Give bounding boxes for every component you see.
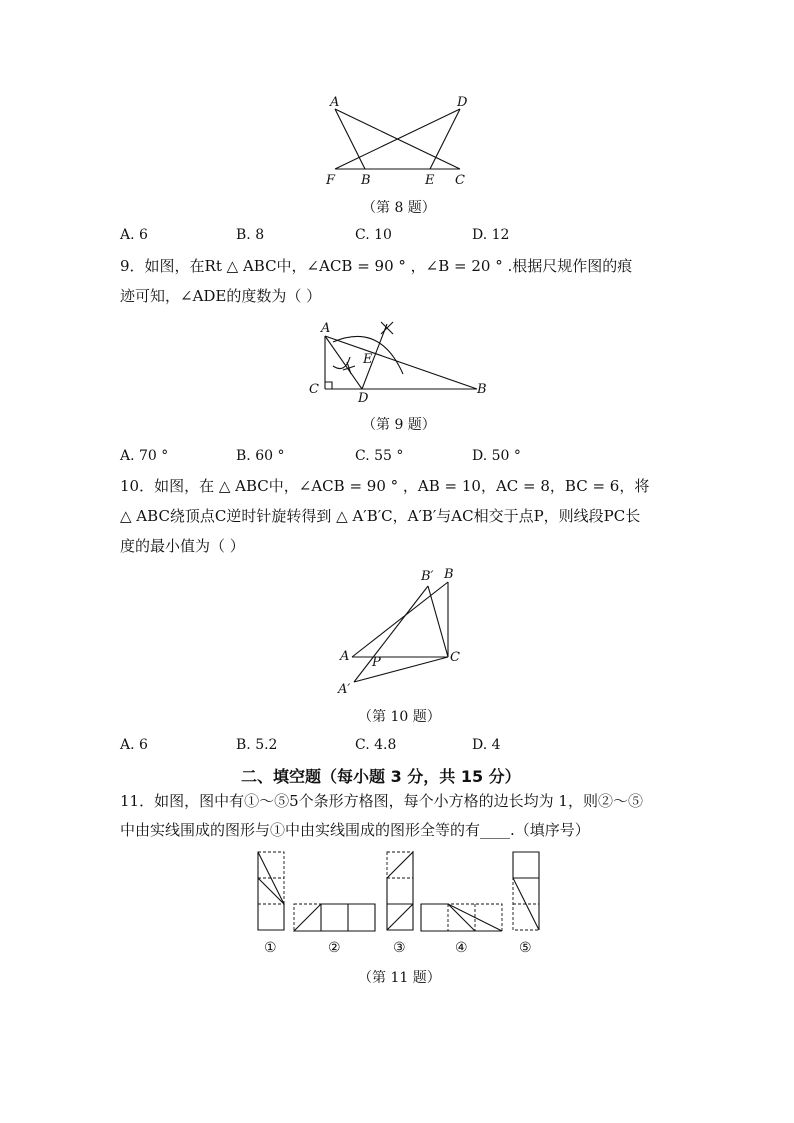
q11-mark-2: ② — [328, 940, 341, 956]
q10-segment-AprimeBprime — [354, 586, 428, 682]
q8-label-E: E — [425, 173, 435, 188]
q10-segment-AprimeC — [354, 657, 448, 682]
q10-figure — [330, 562, 470, 702]
q10-stem-line1: 10．如图，在 △ ABC中，∠ACB = 90 ° ，AB = 10，AC = 8，BC = 6，将 — [120, 477, 650, 495]
q8-option-c: C. 10 — [355, 227, 392, 243]
q9-option-b: B. 60 ° — [236, 448, 285, 464]
q10-option-b: B. 5.2 — [236, 737, 278, 753]
q11-caption: （第 11 题） — [358, 970, 441, 986]
q9-segment-AD — [325, 336, 362, 389]
q9-figure — [305, 312, 495, 404]
section-2-heading: 二、填空题（每小题 3 分，共 15 分） — [241, 767, 521, 786]
q11-grid-4 — [421, 904, 502, 931]
q9-right-angle-mark — [325, 382, 332, 389]
q11-mark-1: ① — [264, 940, 277, 956]
q9-label-D: D — [358, 391, 369, 404]
q10-segment-BprimeC — [428, 586, 448, 657]
q8-label-F: F — [326, 173, 336, 188]
q11-grid-2 — [294, 904, 375, 931]
q10-label-B: B — [444, 567, 454, 582]
q11-mark-5: ⑤ — [519, 940, 532, 956]
q11-grid-1 — [258, 852, 284, 930]
q9-option-c: C. 55 ° — [355, 448, 404, 464]
q9-arc-cross-top — [381, 322, 393, 334]
q10-caption: （第 10 题） — [358, 709, 441, 725]
q9-label-C: C — [309, 382, 319, 397]
q8-option-b: B. 8 — [236, 227, 265, 243]
q9-label-B: B — [477, 382, 487, 397]
q9-label-A: A — [321, 321, 331, 336]
q11-mark-4: ④ — [455, 940, 468, 956]
q10-label-P: P — [372, 655, 381, 670]
q10-option-d: D. 4 — [472, 737, 501, 753]
q10-label-Bprime: B′ — [421, 569, 434, 584]
q8-segment-AB — [335, 109, 365, 169]
q11-mark-3: ③ — [393, 940, 406, 956]
q8-option-a: A. 6 — [120, 227, 148, 243]
q8-label-D: D — [457, 95, 468, 110]
q11-grid-5 — [513, 852, 539, 930]
q10-stem-line2: △ ABC绕顶点C逆时针旋转得到 △ A′B′C，A′B′与AC相交于点P，则线段PC长 — [120, 507, 641, 525]
q8-label-C: C — [455, 173, 465, 188]
q8-segment-DE — [430, 109, 460, 169]
q10-stem-line3: 度的最小值为（ ） — [120, 537, 245, 555]
q8-option-d: D. 12 — [472, 227, 510, 243]
q9-stem-line1: 9．如图，在Rt △ ABC中，∠ACB = 90 ° ，∠B = 20 ° .根据尺规作图的痕 — [120, 257, 633, 275]
q10-option-a: A. 6 — [120, 737, 148, 753]
q8-label-A: A — [330, 95, 340, 110]
q9-option-a: A. 70 ° — [120, 448, 169, 464]
q9-option-d: D. 50 ° — [472, 448, 521, 464]
q10-label-C: C — [450, 650, 460, 665]
q8-figure — [320, 92, 480, 192]
q10-label-Aprime: A′ — [338, 682, 351, 697]
q9-caption: （第 9 题） — [362, 417, 436, 433]
q11-stem-line1: 11．如图，图中有①～⑤5个条形方格图，每个小方格的边长均为 1，则②～⑤ — [120, 792, 643, 810]
q9-label-E: E — [363, 352, 373, 367]
q11-stem-line2: 中由实线围成的图形与①中由实线围成的图形全等的有____.（填序号） — [120, 821, 590, 839]
q10-label-A: A — [340, 649, 350, 664]
q10-option-c: C. 4.8 — [355, 737, 397, 753]
q11-figure — [250, 848, 550, 963]
q9-stem-line2: 迹可知，∠ADE的度数为（ ） — [120, 287, 322, 305]
q8-caption: （第 8 题） — [362, 200, 436, 216]
q11-grid-3 — [387, 852, 413, 930]
q8-label-B: B — [361, 173, 371, 188]
q10-segment-AB — [352, 582, 448, 657]
